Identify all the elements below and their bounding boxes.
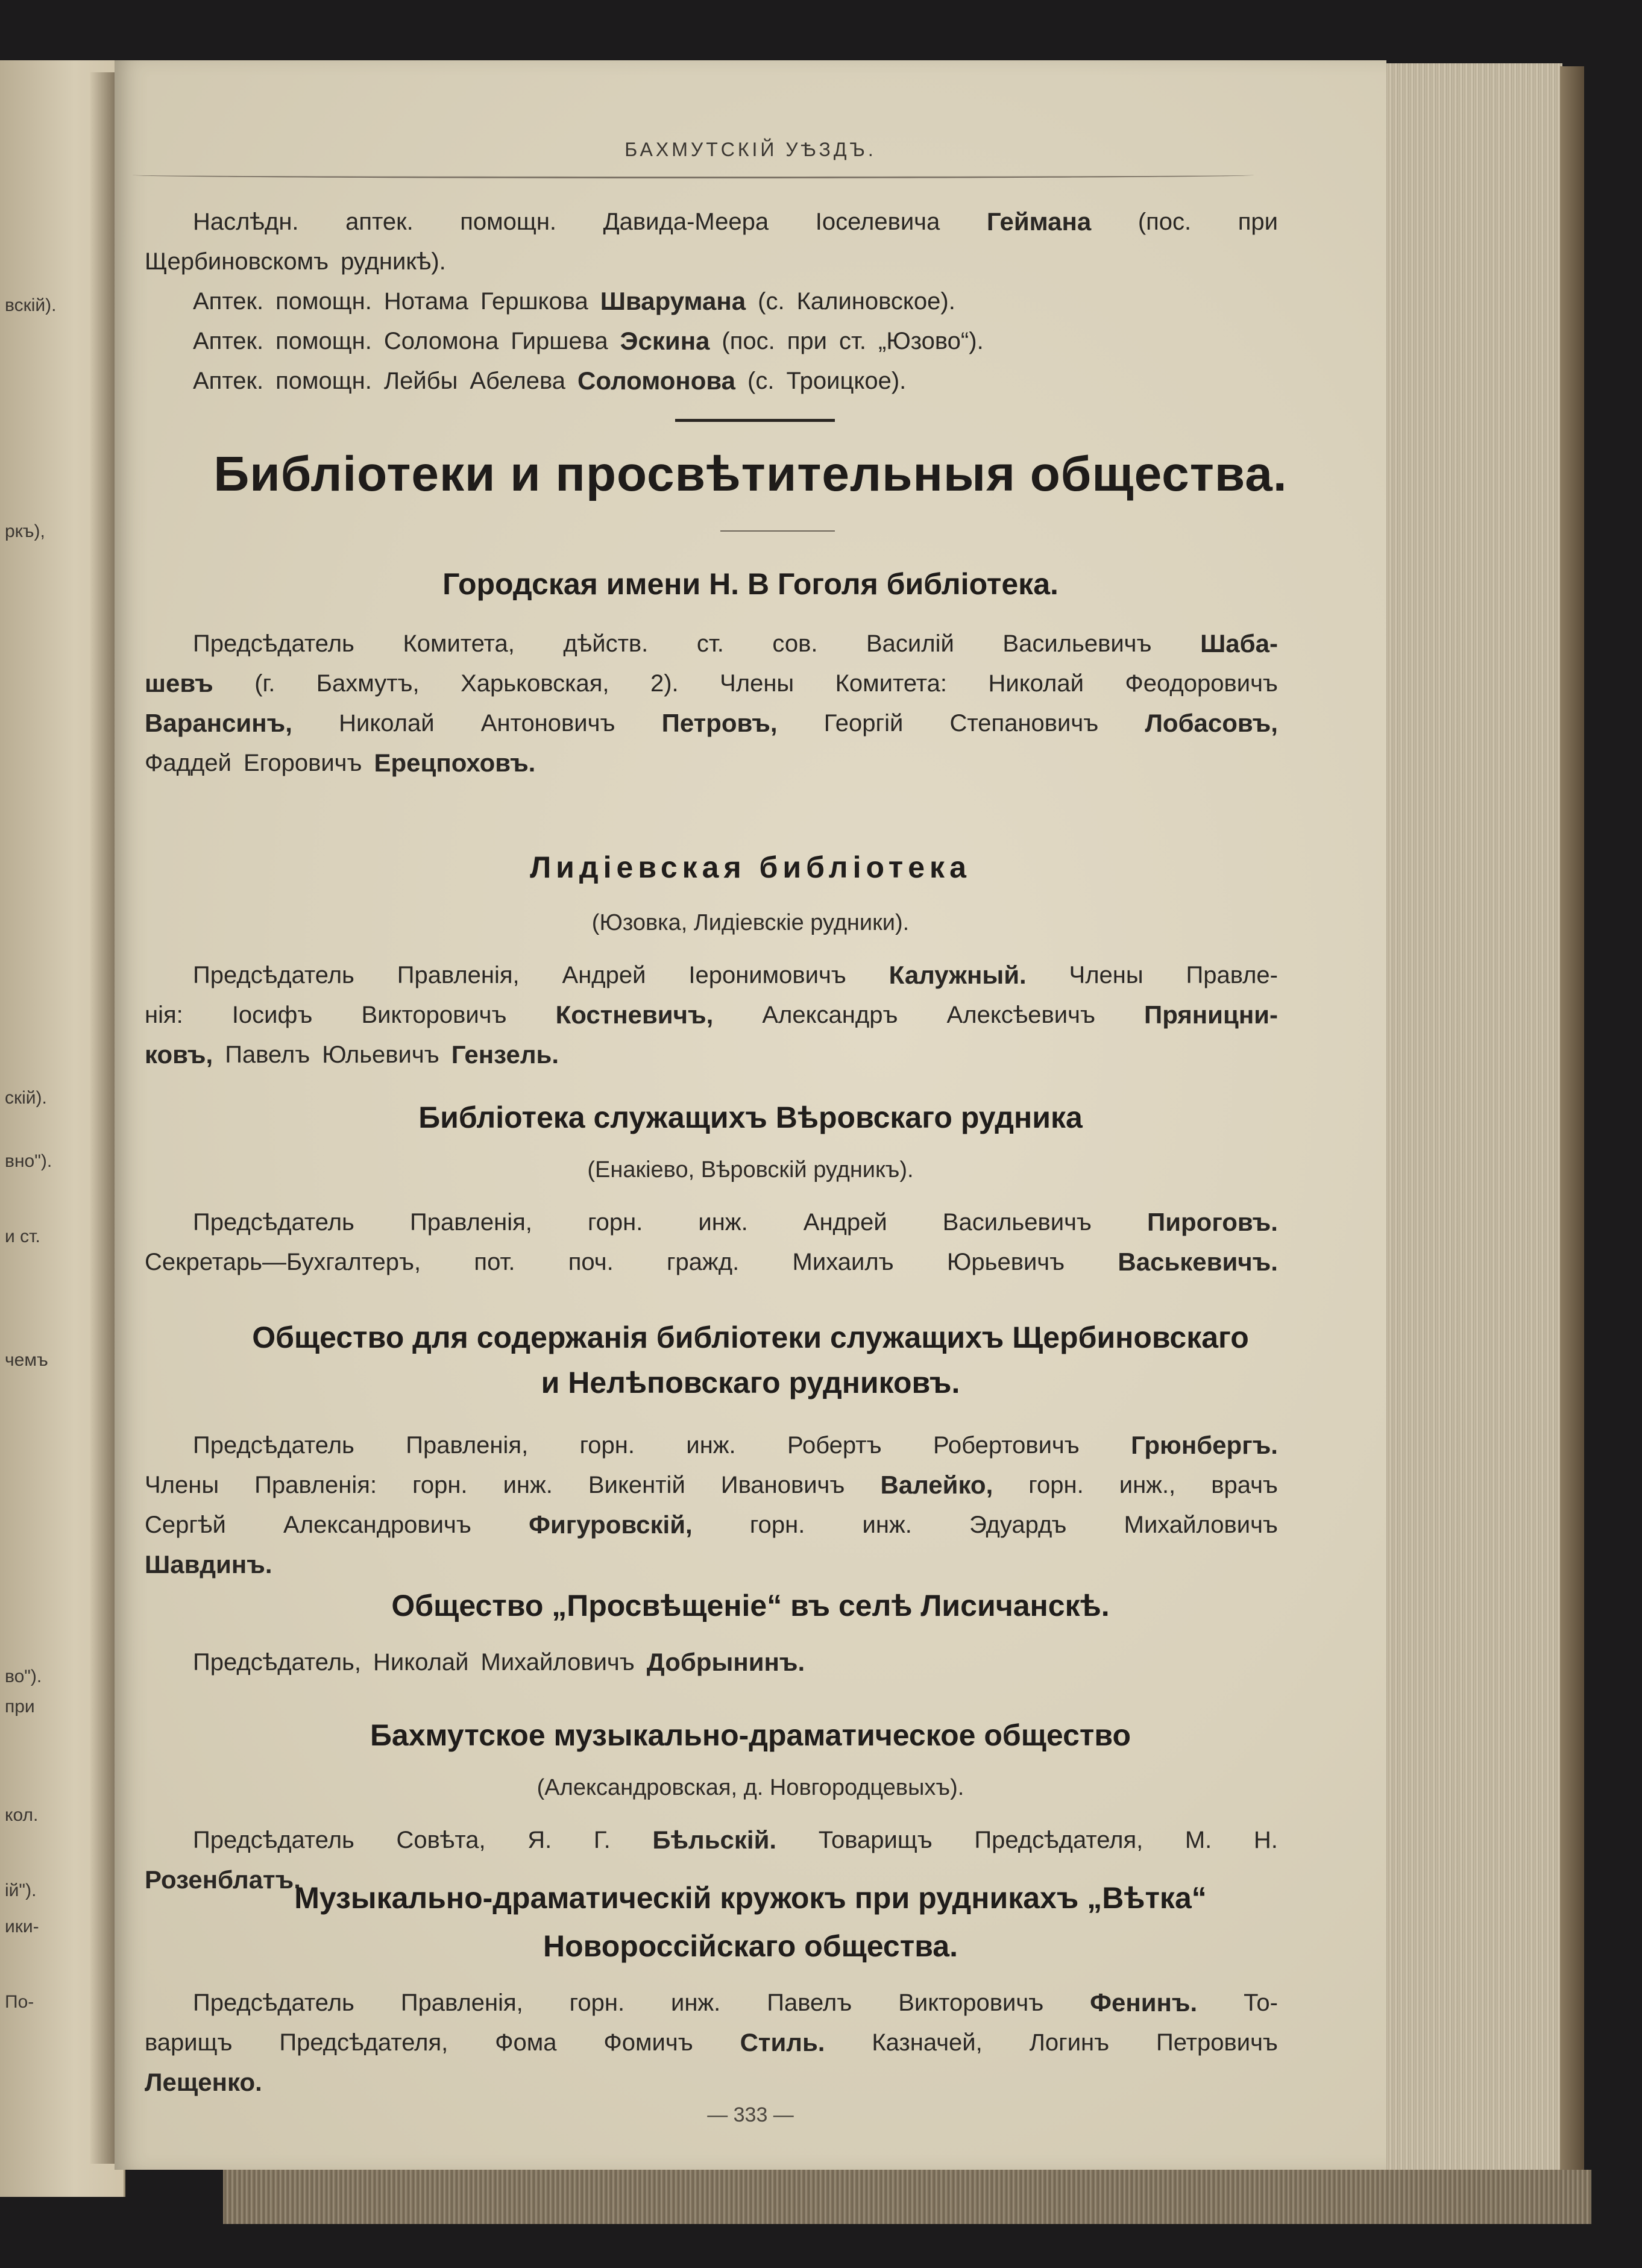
entry-heading: Библіотека служащихъ Вѣровскаго рудника <box>418 1101 1083 1134</box>
left-page-fragment: скій). <box>5 1088 47 1108</box>
text-line: Предсѣдатель, Николай Михайловичъ Добрынинъ. <box>193 1648 805 1676</box>
left-page-fragment: и ст. <box>5 1227 40 1246</box>
entry-heading: Бахмутское музыкально-драматическое общество <box>370 1718 1131 1752</box>
section-title: Библіотеки и просвѣтительныя общества. <box>213 447 1288 501</box>
left-page-fragment: чемъ <box>5 1350 48 1370</box>
text-line: Розенблатъ. <box>145 1865 301 1894</box>
text-line: Предсѣдатель Совѣта, Я. Г. Бѣльскій. Товарищъ Предсѣдателя, М. Н. <box>193 1826 1278 1854</box>
entry-body <box>145 1642 1278 1682</box>
entry-body <box>145 1425 1278 1585</box>
text-line: Шавдинъ. <box>145 1550 272 1578</box>
text-line: Предсѣдатель Правленія, горн. инж. Андрей Васильевичъ Пироговъ. <box>193 1208 1278 1236</box>
title-underline <box>720 530 835 532</box>
text-line: Члены Правленія: горн. инж. Викентій Ивановичъ Валейко, горн. инж., врачъ <box>145 1471 1278 1499</box>
text-line: Наслѣдн. аптек. помощн. Давида-Меера Іоселевича Геймана (пос. при <box>193 207 1278 236</box>
page-stack-edge <box>1380 63 1562 2188</box>
text-line: Сергѣй Александровичъ Фигуровскій, горн. инж. Эдуардъ Михайловичъ <box>145 1510 1278 1539</box>
pharmacy-entries <box>145 202 1278 401</box>
text-line: варищъ Предсѣдателя, Фома Фомичъ Стиль. Казначей, Логинъ Петровичъ <box>145 2028 1278 2056</box>
left-page-fragment: вно"). <box>5 1151 52 1171</box>
entry-body <box>145 1983 1278 2102</box>
left-page-fragment: По- <box>5 1992 34 2012</box>
text-line: Секретарь—Бухгалтеръ, пот. поч. гражд. Михаилъ Юрьевичъ Васькевичъ. <box>145 1248 1278 1276</box>
entry-heading: Лидіевская библіотека <box>530 850 971 884</box>
entry-heading: Новороссійскаго общества. <box>543 1929 958 1963</box>
text-line: Аптек. помощн. Лейбы Абелева Соломонова (с. Троицкое). <box>193 366 907 395</box>
entry-body <box>145 624 1278 783</box>
text-line: нія: Іосифъ Викторовичъ Костневичъ, Александръ Алексѣевичъ Пряницни- <box>145 1000 1278 1029</box>
text-line: Предсѣдатель Правленія, горн. инж. Павелъ Викторовичъ Фенинъ. То- <box>193 1988 1278 2017</box>
book-cover-edge <box>1560 66 1584 2188</box>
text-line: Щербиновскомъ рудникѣ). <box>145 248 446 275</box>
entry-heading: и Нелѣповскаго рудниковъ. <box>541 1366 960 1399</box>
entry-body <box>145 955 1278 1075</box>
entry-subheading: (Енакіево, Вѣровскій рудникъ). <box>587 1157 914 1183</box>
text-line: Предсѣдатель Правленія, Андрей Іеронимовичъ Калужный. Члены Правле- <box>193 961 1278 989</box>
entry-heading: Музыкально-драматическій кружокъ при рудникахъ „Вѣтка“ <box>294 1881 1207 1915</box>
section-divider <box>675 419 835 422</box>
text-line: Фаддей Егоровичъ Ерецпоховъ. <box>145 749 536 777</box>
text-line: ковъ, Павелъ Юльевичъ Гензель. <box>145 1040 559 1069</box>
text-line: Варансинъ, Николай Антоновичъ Петровъ, Георгій Степановичъ Лобасовъ, <box>145 709 1278 737</box>
text-line: Аптек. помощн. Соломона Гиршева Эскина (пос. при ст. „Юзово“). <box>193 327 984 355</box>
left-page-fragment: ій"). <box>5 1880 37 1900</box>
entry-subheading: (Александровская, д. Новгородцевыхъ). <box>536 1775 964 1800</box>
page-stack-bottom <box>223 2170 1591 2224</box>
book-page <box>115 60 1386 2170</box>
entry-heading: Общество для содержанія библіотеки служащихъ Щербиновскаго <box>252 1321 1249 1354</box>
left-page-fragment: вскій). <box>5 295 57 315</box>
text-line: Лещенко. <box>145 2068 262 2096</box>
text-line: Предсѣдатель Правленія, горн. инж. Робертъ Робертовичъ Грюнбергъ. <box>193 1431 1278 1459</box>
entry-heading: Городская имени Н. В Гоголя библіотека. <box>442 567 1058 601</box>
left-page-fragment: ики- <box>5 1917 39 1937</box>
left-page-fragment: при <box>5 1697 35 1717</box>
text-line: Аптек. помощн. Нотама Гершкова Шварумана (с. Калиновское). <box>193 287 955 315</box>
running-head: БАХМУТСКІЙ УѢЗДЪ. <box>624 139 876 160</box>
page-number: — 333 — <box>707 2103 794 2126</box>
left-page-fragment: ркъ), <box>5 521 45 541</box>
left-page-fragment: кол. <box>5 1805 39 1825</box>
left-page-fragment: во"). <box>5 1666 42 1686</box>
entry-heading: Общество „Просвѣщеніе“ въ селѣ Лисичанскѣ. <box>391 1589 1110 1622</box>
text-line: Предсѣдатель Комитета, дѣйств. ст. сов. Василій Васильевичъ Шаба- <box>193 629 1278 658</box>
text-line: шевъ (г. Бахмутъ, Харьковская, 2). Члены Комитета: Николай Феодоровичъ <box>145 669 1278 697</box>
entry-body <box>145 1202 1278 1282</box>
entry-subheading: (Юзовка, Лидіевскіе рудники). <box>591 910 910 935</box>
running-head-rule <box>133 172 1254 178</box>
